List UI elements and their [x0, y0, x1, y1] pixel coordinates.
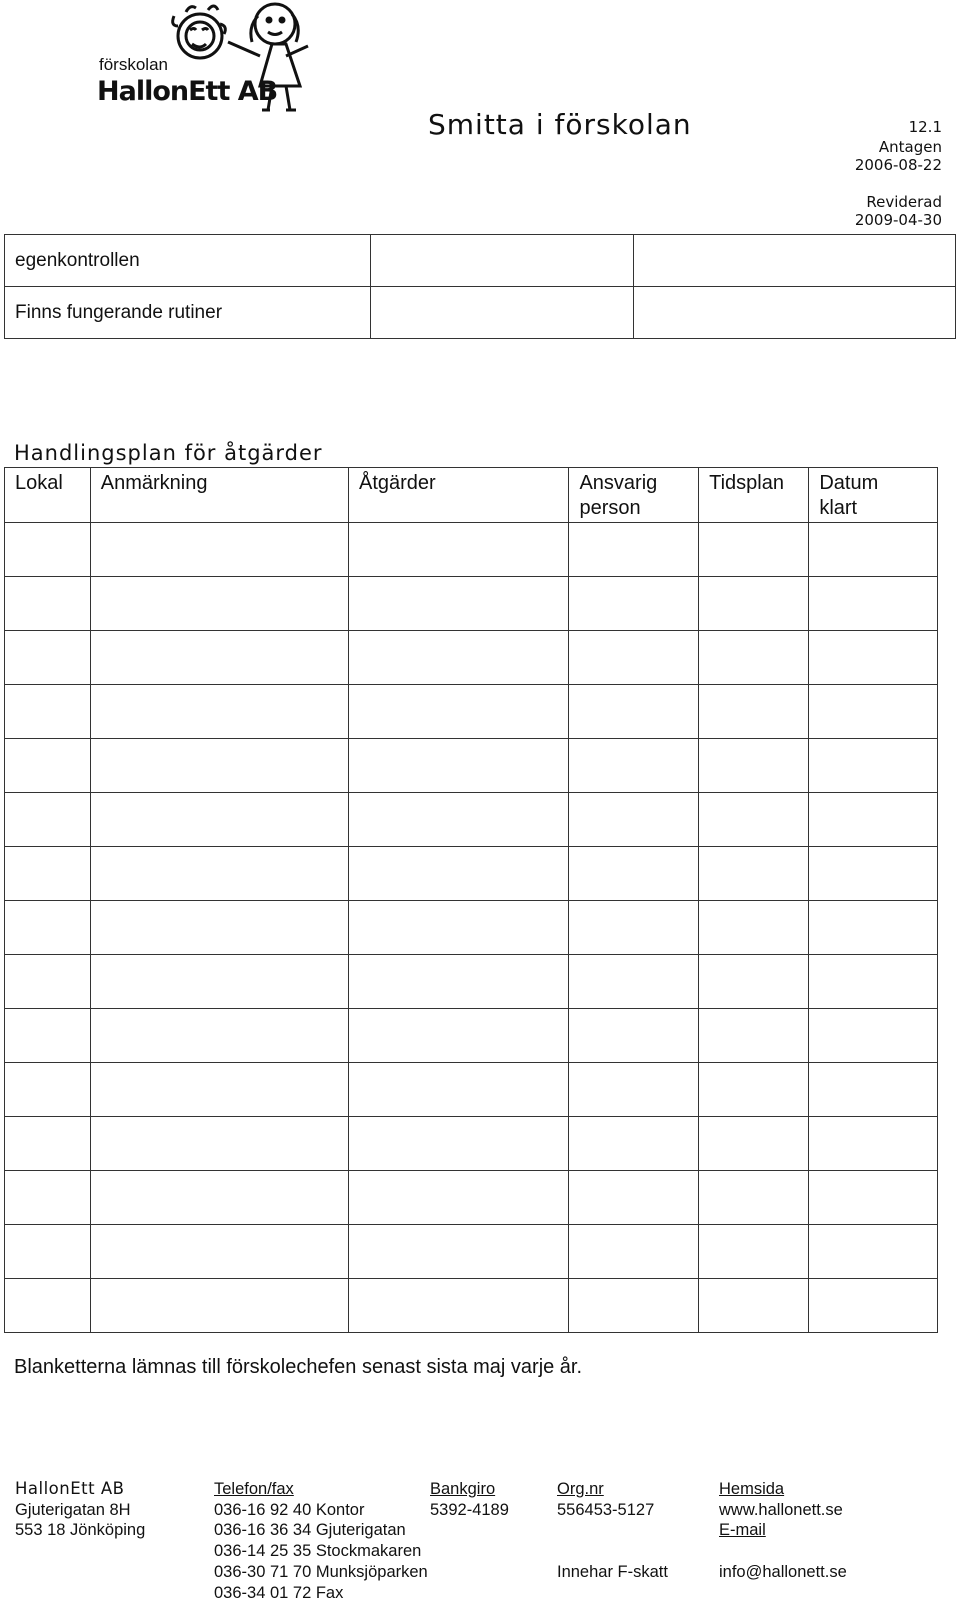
table-cell[interactable]	[699, 631, 809, 685]
table-cell[interactable]	[90, 901, 348, 955]
table-cell[interactable]	[699, 847, 809, 901]
table-cell[interactable]	[348, 793, 568, 847]
table-cell[interactable]	[569, 685, 699, 739]
header-text: Åtgärder	[358, 472, 436, 494]
footer-phone: 036-30 71 70 Munksjöparken	[214, 1562, 428, 1581]
header-text: Lokal	[15, 472, 63, 494]
table-cell[interactable]	[699, 739, 809, 793]
table-row	[5, 235, 956, 287]
table-cell[interactable]	[699, 901, 809, 955]
routines-cell[interactable]	[634, 287, 956, 339]
table-cell[interactable]	[348, 1225, 568, 1279]
table-cell[interactable]	[809, 739, 938, 793]
table-cell[interactable]	[348, 685, 568, 739]
table-cell[interactable]	[348, 523, 568, 577]
footer-phone: 036-16 36 34 Gjuterigatan	[214, 1521, 406, 1540]
table-row	[5, 1171, 938, 1225]
table-cell[interactable]	[5, 523, 91, 577]
table-cell[interactable]	[699, 1117, 809, 1171]
table-cell[interactable]	[348, 1009, 568, 1063]
footer-company: HallonEtt AB	[15, 1479, 125, 1498]
table-cell[interactable]	[699, 955, 809, 1009]
footer-phones	[214, 1479, 428, 1603]
table-cell[interactable]	[90, 577, 348, 631]
submission-note: Blanketterna lämnas till förskolechefen senast sista maj varje år.	[14, 1356, 583, 1378]
footer-website-link[interactable]: www.hallonett.se	[719, 1500, 843, 1519]
table-cell[interactable]	[809, 1063, 938, 1117]
table-cell[interactable]	[90, 685, 348, 739]
table-row	[5, 793, 938, 847]
table-cell[interactable]	[5, 685, 91, 739]
table-cell[interactable]	[569, 631, 699, 685]
footer-email-label: E-mail	[719, 1521, 766, 1540]
table-cell[interactable]	[809, 901, 938, 955]
table-cell[interactable]	[90, 631, 348, 685]
routines-cell[interactable]	[371, 287, 634, 339]
table-cell[interactable]	[5, 1279, 91, 1333]
table-cell[interactable]	[569, 1171, 699, 1225]
table-cell[interactable]	[5, 1117, 91, 1171]
table-cell[interactable]	[348, 955, 568, 1009]
footer-bankgiro-value: 5392-4189	[430, 1500, 509, 1519]
self-check-label: egenkontrollen	[5, 235, 371, 287]
table-cell[interactable]	[5, 1063, 91, 1117]
column-header-datum	[809, 468, 938, 523]
table-cell[interactable]	[809, 1009, 938, 1063]
routines-label: Finns fungerande rutiner	[5, 287, 371, 339]
logo-text-forskolan: förskolan	[99, 55, 168, 74]
footer-phone: 036-16 92 40 Kontor	[214, 1500, 365, 1519]
column-header-ansvarig	[569, 468, 699, 523]
table-cell[interactable]	[699, 1009, 809, 1063]
header-text: Anmärkning	[100, 472, 208, 494]
table-cell[interactable]	[90, 1063, 348, 1117]
table-cell[interactable]	[348, 1117, 568, 1171]
footer-orgnr	[557, 1479, 668, 1583]
table-cell[interactable]	[809, 1117, 938, 1171]
action-plan-body	[5, 523, 938, 1333]
table-cell[interactable]	[569, 523, 699, 577]
table-cell[interactable]	[5, 631, 91, 685]
footer-email-link[interactable]: info@hallonett.se	[719, 1562, 847, 1581]
logo	[90, 0, 320, 125]
table-cell[interactable]	[90, 523, 348, 577]
table-cell[interactable]	[569, 793, 699, 847]
table-cell[interactable]	[569, 577, 699, 631]
revised-label: Reviderad	[866, 193, 942, 211]
footer-phone-label: Telefon/fax	[214, 1480, 294, 1498]
table-cell[interactable]	[348, 739, 568, 793]
table-header-row	[5, 468, 938, 523]
table-cell[interactable]	[809, 793, 938, 847]
footer-phone: 036-34 01 72 Fax	[214, 1583, 344, 1602]
table-cell[interactable]	[348, 847, 568, 901]
table-cell[interactable]	[348, 1171, 568, 1225]
document-title: Smitta i förskolan	[428, 108, 692, 141]
table-cell[interactable]	[569, 847, 699, 901]
table-cell[interactable]	[90, 1279, 348, 1333]
footer-street: Gjuterigatan 8H	[15, 1500, 131, 1519]
action-plan-table	[4, 467, 938, 1333]
footer-website-label: Hemsida	[719, 1480, 785, 1498]
table-cell[interactable]	[5, 901, 91, 955]
table-cell[interactable]	[809, 577, 938, 631]
column-header-atgarder	[348, 468, 568, 523]
table-cell[interactable]	[90, 793, 348, 847]
table-cell[interactable]	[699, 577, 809, 631]
table-cell[interactable]	[569, 1063, 699, 1117]
table-cell[interactable]	[809, 685, 938, 739]
table-cell[interactable]	[348, 631, 568, 685]
table-row	[5, 1009, 938, 1063]
table-row	[5, 901, 938, 955]
table-row	[5, 1279, 938, 1333]
table-cell[interactable]	[5, 1225, 91, 1279]
table-cell[interactable]	[90, 1225, 348, 1279]
self-check-cell[interactable]	[371, 235, 634, 287]
table-row	[5, 1117, 938, 1171]
table-cell[interactable]	[809, 1225, 938, 1279]
header-text: Ansvarig	[579, 472, 658, 494]
table-cell[interactable]	[699, 523, 809, 577]
table-cell[interactable]	[90, 847, 348, 901]
table-cell[interactable]	[809, 955, 938, 1009]
table-row	[5, 287, 956, 339]
footer-orgnr-value: 556453-5127	[557, 1500, 655, 1519]
table-cell[interactable]	[569, 1225, 699, 1279]
table-cell[interactable]	[5, 847, 91, 901]
table-cell[interactable]	[699, 1063, 809, 1117]
table-cell[interactable]	[348, 901, 568, 955]
footer-orgnr-label: Org.nr	[557, 1480, 604, 1498]
footer-fskatt: Innehar F-skatt	[557, 1562, 668, 1581]
table-cell[interactable]	[809, 631, 938, 685]
table-cell[interactable]	[348, 1063, 568, 1117]
footer-address	[15, 1479, 145, 1541]
table-cell[interactable]	[699, 793, 809, 847]
table-cell[interactable]	[809, 847, 938, 901]
self-check-cell[interactable]	[634, 235, 956, 287]
table-row	[5, 955, 938, 1009]
header-text: person	[579, 497, 641, 519]
table-row	[5, 847, 938, 901]
table-row	[5, 1063, 938, 1117]
adopted-date: 2006-08-22	[854, 156, 942, 174]
table-cell[interactable]	[5, 793, 91, 847]
table-cell[interactable]	[5, 1009, 91, 1063]
table-cell[interactable]	[699, 1279, 809, 1333]
table-row	[5, 1225, 938, 1279]
footer-phone: 036-14 25 35 Stockmakaren	[214, 1542, 422, 1561]
table-cell[interactable]	[90, 955, 348, 1009]
table-cell[interactable]	[5, 1171, 91, 1225]
column-header-anmarkning	[90, 468, 348, 523]
table-cell[interactable]	[348, 577, 568, 631]
footer-city: 553 18 Jönköping	[15, 1521, 146, 1540]
table-row	[5, 631, 938, 685]
document-number: 12.1	[908, 118, 942, 136]
table-cell[interactable]	[569, 1117, 699, 1171]
table-cell[interactable]	[5, 739, 91, 793]
footer-bankgiro	[430, 1479, 509, 1520]
table-cell[interactable]	[809, 523, 938, 577]
table-cell[interactable]	[5, 955, 91, 1009]
table-cell[interactable]	[569, 739, 699, 793]
table-cell[interactable]	[569, 1279, 699, 1333]
header-text: Tidsplan	[709, 472, 784, 494]
footer-bankgiro-label: Bankgiro	[430, 1480, 496, 1498]
table-cell[interactable]	[699, 1225, 809, 1279]
adopted-label: Antagen	[878, 138, 942, 156]
self-check-table	[4, 234, 956, 339]
table-row	[5, 739, 938, 793]
revised-date: 2009-04-30	[854, 211, 942, 229]
table-row	[5, 685, 938, 739]
table-cell[interactable]	[569, 955, 699, 1009]
table-cell[interactable]	[90, 1117, 348, 1171]
table-row	[5, 523, 938, 577]
table-cell[interactable]	[348, 1279, 568, 1333]
footer-contact	[719, 1479, 847, 1583]
table-cell[interactable]	[569, 901, 699, 955]
logo-text-company: HallonEtt AB	[97, 76, 278, 107]
column-header-lokal	[5, 468, 91, 523]
table-cell[interactable]	[569, 1009, 699, 1063]
column-header-tidsplan	[699, 468, 809, 523]
table-cell[interactable]	[90, 1171, 348, 1225]
table-row	[5, 577, 938, 631]
table-cell[interactable]	[90, 1009, 348, 1063]
header-text: Datum	[819, 472, 879, 494]
table-cell[interactable]	[809, 1279, 938, 1333]
header-text: klart	[819, 497, 858, 519]
table-cell[interactable]	[5, 577, 91, 631]
table-cell[interactable]	[90, 739, 348, 793]
action-plan-title: Handlingsplan för åtgärder	[14, 441, 323, 465]
table-cell[interactable]	[809, 1171, 938, 1225]
table-cell[interactable]	[699, 685, 809, 739]
table-cell[interactable]	[699, 1171, 809, 1225]
